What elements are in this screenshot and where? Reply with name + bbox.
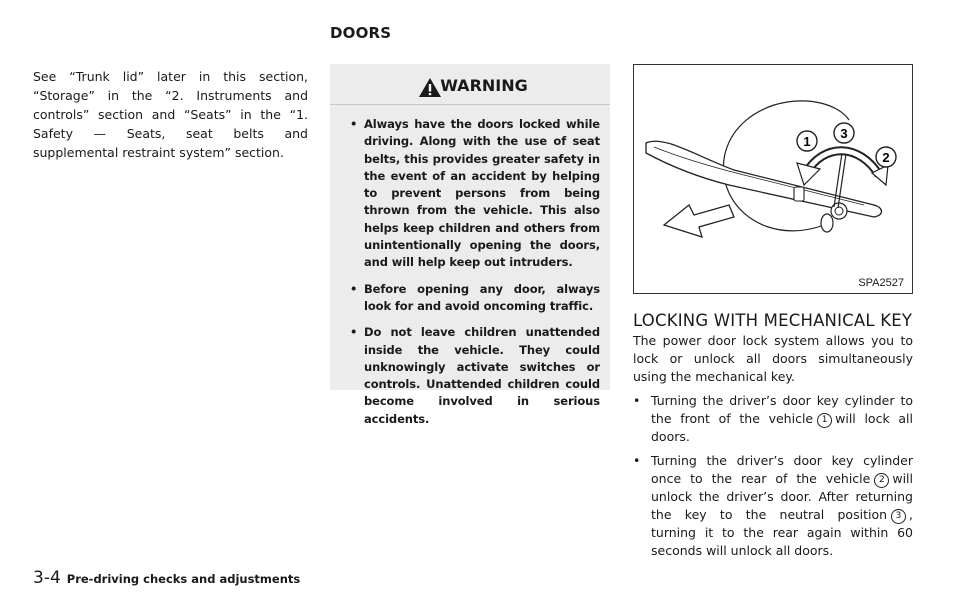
intro-paragraph: See “Trunk lid” later in this section, “Storage” in the “2. Instruments and controls” section and “Seats” in the “1. Safety — Seats, seat belts and supplemental restraint system” section. — [33, 69, 308, 160]
callout-ref: 1 — [817, 413, 832, 428]
callout-2: 2 — [882, 150, 890, 165]
door-handle-illustration — [634, 65, 912, 293]
warning-title-row — [330, 76, 610, 95]
warning-box — [330, 64, 610, 426]
bullet-text: , turning it to the rear again within 60 seconds will unlock all doors. — [651, 507, 913, 558]
bullet-text: Turning the driver’s door key cylinder once to the rear of the vehicle — [651, 453, 913, 486]
page-footer — [33, 568, 300, 588]
warning-list — [350, 116, 600, 437]
warning-item: • Always have the doors locked while driving. Along with the use of seat belts, this provides greater safety in the event of an accident by helping to prevent persons from being thrown from the vehicle. This also helps keep children and others from unintentionally opening the doors, and will help keep out intruders. — [350, 117, 600, 270]
callout-ref: 3 — [891, 509, 906, 524]
bullet-item: • Turning the driver’s door key cylinder to the front of the vehicle 1 will lock all doors. — [633, 393, 913, 444]
door-handle-figure — [633, 64, 913, 294]
chapter-title: Pre-driving checks and adjustments — [66, 572, 301, 586]
section-heading: LOCKING WITH MECHANICAL KEY — [633, 311, 913, 330]
warning-title: WARNING — [440, 76, 528, 95]
warning-item-text: Always have the doors locked while driving. Along with the use of seat belts, this provides greater safety in the event of an accident by helping to prevent persons from being thrown from the vehicle. This also helps keep children and others from unintentionally opening the doors, and will help keep out intruders. — [364, 117, 600, 270]
warning-item: • Before opening any door, always look for and avoid oncoming traffic. — [350, 281, 600, 313]
warning-item-text: Before opening any door, always look for and avoid oncoming traffic. — [364, 281, 600, 313]
callout-ref: 2 — [874, 473, 889, 488]
mechanical-key-intro: The power door lock system allows you to lock or unlock all doors simultaneously using the mechanical key. — [633, 333, 913, 384]
callout-3: 3 — [840, 126, 848, 141]
bullet-item: • Turning the driver’s door key cylinder once to the rear of the vehicle 2 will unlock the driver’s door. After returning the key to the neutral position 3 , turning it to the rear again within 60 seconds will unlock all doors. — [633, 453, 913, 558]
warning-item-text: Do not leave children unattended inside the vehicle. They could unknowingly activate switches or controls. Unattended children could become involved in serious accidents. — [364, 325, 600, 426]
figure-code: SPA2527 — [858, 277, 904, 289]
mechanical-key-text — [633, 332, 913, 560]
warning-item: • Do not leave children unattended inside the vehicle. They could unknowingly activate switches or controls. Unattended children could become involved in serious accidents. — [350, 325, 600, 426]
bullet-text: Turning the driver’s door key cylinder to the front of the vehicle — [651, 393, 913, 426]
page-number: 3-4 — [33, 568, 61, 588]
callout-1: 1 — [803, 134, 811, 149]
warning-divider — [330, 104, 610, 105]
section-title: DOORS — [330, 24, 392, 42]
bullet-text: will unlock the driver’s door. After returning the key to the neutral position — [651, 471, 913, 522]
bullet-text: will lock all doors. — [651, 411, 913, 444]
